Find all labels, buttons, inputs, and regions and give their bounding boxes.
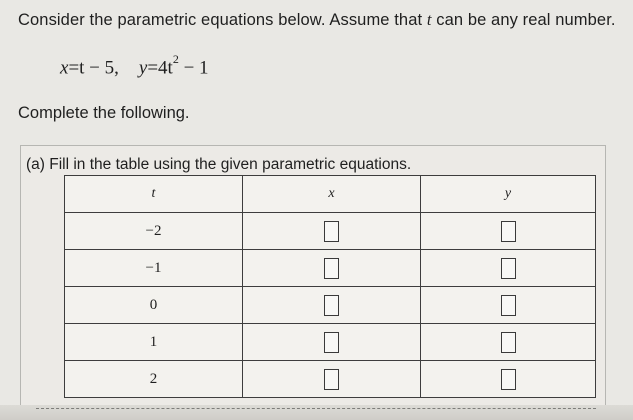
y-answer-input[interactable]: [501, 258, 516, 279]
table-row: [65, 250, 596, 287]
t-value: 1: [65, 324, 243, 361]
x-answer-input[interactable]: [324, 258, 339, 279]
header-y: y: [421, 176, 596, 213]
table-row: [65, 213, 596, 250]
header-x: x: [243, 176, 421, 213]
x-answer-input[interactable]: [324, 332, 339, 353]
y-answer-input[interactable]: [501, 369, 516, 390]
x-cell: [243, 287, 421, 324]
y-cell: [421, 361, 596, 398]
y-answer-input[interactable]: [501, 332, 516, 353]
x-cell: [243, 213, 421, 250]
table-row: [65, 287, 596, 324]
x-answer-input[interactable]: [324, 369, 339, 390]
y-cell: [421, 213, 596, 250]
t-value: −1: [65, 250, 243, 287]
parametric-table: [64, 175, 596, 398]
y-cell: [421, 324, 596, 361]
x-variable: x: [60, 57, 69, 79]
y-variable: y: [138, 57, 148, 79]
table-row: [65, 361, 596, 398]
question-text-start: Consider the parametric equations below. Assume that: [18, 11, 427, 29]
x-cell: [243, 324, 421, 361]
part-a-label: (a) Fill in the table using the given parametric equations.: [26, 156, 412, 173]
y-equation-constant: − 1: [178, 57, 209, 79]
t-value: −2: [65, 213, 243, 250]
header-t: t: [65, 176, 243, 213]
next-section-edge: [0, 405, 633, 420]
x-cell: [243, 361, 421, 398]
x-equation-rhs: =t − 5,: [68, 57, 119, 79]
instruction-text: Complete the following.: [18, 104, 190, 122]
table-header-row: [65, 176, 596, 213]
y-answer-input[interactable]: [501, 295, 516, 316]
y-equation-rhs: =4t: [147, 57, 173, 79]
y-equation-exponent: 2: [172, 52, 179, 66]
question-text-end: can be any real number.: [431, 11, 616, 29]
question-text: [18, 10, 616, 30]
y-cell: [421, 250, 596, 287]
t-value: 2: [65, 361, 243, 398]
x-cell: [243, 250, 421, 287]
t-value: 0: [65, 287, 243, 324]
x-answer-input[interactable]: [324, 295, 339, 316]
y-answer-input[interactable]: [501, 221, 516, 242]
table-row: [65, 324, 596, 361]
parametric-equations: [60, 52, 209, 79]
x-answer-input[interactable]: [324, 221, 339, 242]
y-cell: [421, 287, 596, 324]
question-variable-t: t: [426, 10, 432, 29]
section-divider: [36, 408, 596, 411]
